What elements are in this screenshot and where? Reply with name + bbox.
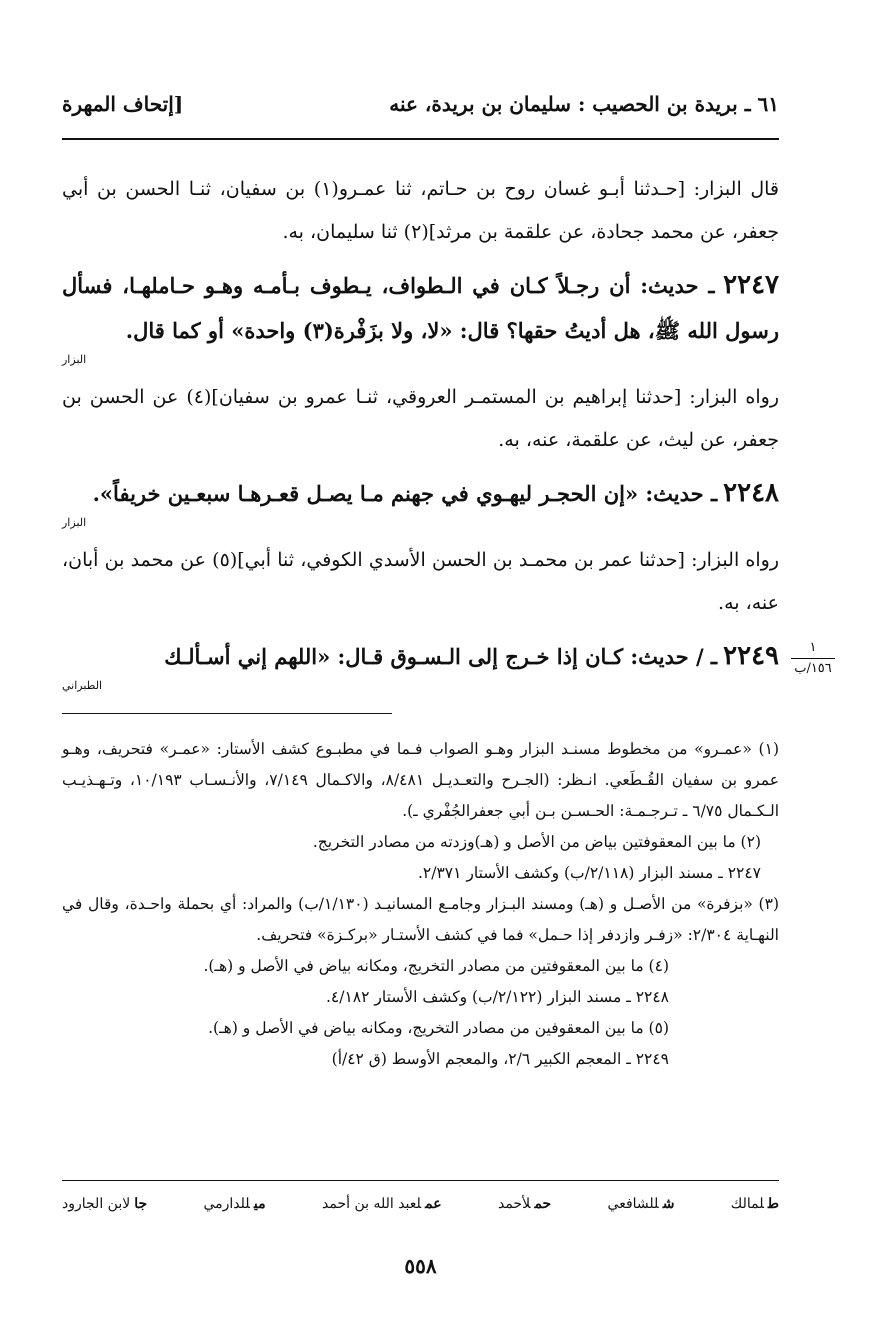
isnad-paragraph: قال البزار: [حـدثنا أبـو غسان روح بن حـاتم، ثنا عمـرو(١) بن سفيان، ثنـا الحسن بن أبي جعفر، عن محمد جحادة، عن علقمة بن مرثد](٢) ثنا سليمان، به. <box>62 178 779 243</box>
manuscript-folio-note <box>785 640 841 677</box>
hadith-2249 <box>62 635 779 692</box>
hadith-number: ٢٢٤٧ <box>723 270 779 300</box>
running-header <box>62 92 779 116</box>
hadith-text: ـ / حديث: كـان إذا خـرج إلى الـسـوق قـال: «اللهم إني أسـألـك <box>164 644 718 669</box>
abbreviation: شللشافعي <box>607 1196 675 1212</box>
source-label: البزار <box>62 516 87 529</box>
footnotes <box>62 734 779 1075</box>
isnad-paragraph: رواه البزار: [حدثنا عمر بن محمـد بن الحسن الأسدي الكوفي، ثنا أبي](٥) عن محمد بن أبان، عنه، به. <box>62 549 779 614</box>
abbreviations-legend <box>62 1196 779 1212</box>
source-label: الطبراني <box>62 679 103 692</box>
abbreviation: جالابن الجارود <box>62 1196 148 1212</box>
hadith-number: ٢٢٤٨ <box>723 478 779 508</box>
folio-divider <box>791 658 835 659</box>
footnote: (٥) ما بين المعقوفين من مصادر التخريج، ومكانه بياض في الأصل و (هـ). <box>208 1019 669 1037</box>
hadith-text: ـ حديث: أن رجـلاً كـان في الـطواف، يـطوف بـأمـه وهـو حـاملهـا، فسأل رسول الله ﷺ، هل أديتُ حقها؟ قال: «لا، ولا بزَفْرة(٣) واحدة» أو كما قال. <box>62 273 779 343</box>
folio-bottom: ١٥٦/ب <box>794 661 832 676</box>
footnote: (٣) «بزفرة» من الأصـل و (هـ) ومسند البـزار وجامـع المسانيـد (١/١٣٠/ب) والمراد: أي بحملة واحـدة، وقال في النهـاية ٢/٣٠٤: «زفـر وازدفر إذا حـمل» فما في كشف الأستـار «بركـزة» فتحريف. <box>62 895 779 944</box>
hadith-2247 <box>62 264 779 366</box>
footnote: (١) «عمـرو» من مخطوط مسنـد البزار وهـو الصواب فـما في مطبـوع كشف الأستار: «عمـر» فتحريف، وهـو عمرو بن سفيان القُـطَعي. انـظر: (الجـرح والتعـديـل ٨/٤٨١، والاكـمال ٧/١٤٩، والأنـسـاب ١٠/١٩٣، وتـهـذيـب الـكـمال ٦/٧٥ ـ تـرجـمـة: الحـسـن بـن أبي جعفرالجُفْري ـ). <box>62 740 779 820</box>
abbreviations-rule <box>62 1180 779 1181</box>
main-text <box>62 168 779 702</box>
footnote: (٤) ما بين المعقوفتين من مصادر التخريج، ومكانه بياض في الأصل و (هـ). <box>203 957 669 975</box>
abbreviation: حملأحمد <box>497 1196 552 1212</box>
folio-top: ١ <box>809 640 817 655</box>
abbreviation: طلمالك <box>730 1196 779 1212</box>
footnote-rule <box>62 713 392 714</box>
hadith-number: ٢٢٤٩ <box>723 641 779 671</box>
footnote: ٢٢٤٩ ـ المعجم الكبير ٢/٦، والمعجم الأوسط (ق ٤٢/أ) <box>331 1050 669 1068</box>
footnote: ٢٢٤٧ ـ مسند البزار (٢/١١٨/ب) وكشف الأستار ٢/٣٧١. <box>417 864 761 882</box>
book-title: [إتحاف المهرة <box>62 92 184 116</box>
footnote: (٢) ما بين المعقوفتين بياض من الأصل و (هـ)وزدته من مصادر التخريج. <box>312 833 761 851</box>
hadith-2248 <box>62 472 779 529</box>
header-rule <box>62 138 779 140</box>
footnote: ٢٢٤٨ ـ مسند البزار (٢/١٢٢/ب) وكشف الأستار ٤/١٨٢. <box>325 988 669 1006</box>
isnad-paragraph: رواه البزار: [حدثنا إبراهيم بن المستمـر العروقي، ثنـا عمرو بن سفيان](٤) عن الحسن بن جعفر، عن ليث، عن علقمة، عنه، به. <box>62 386 779 451</box>
chapter-title: ٦١ ـ بريدة بن الحصيب : سليمان بن بريدة، عنه <box>389 92 779 116</box>
abbreviation: عملعبد الله بن أحمد <box>322 1196 442 1212</box>
abbreviation: ميللدارمي <box>203 1196 266 1212</box>
book-page <box>62 0 779 1333</box>
source-label: البزار <box>62 353 87 366</box>
hadith-text: ـ حديث: «إن الحجـر ليهـوي في جهنم مـا يصـل قعـرهـا سبعـين خريفاً». <box>92 481 718 506</box>
page-number: ٥٥٨ <box>404 1254 437 1278</box>
